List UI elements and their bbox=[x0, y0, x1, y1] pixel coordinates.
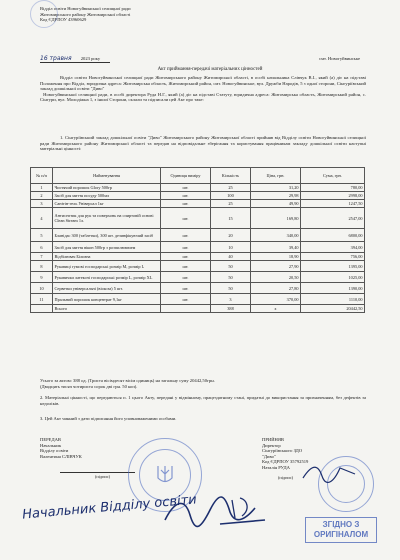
row-qty: 3 bbox=[211, 294, 251, 305]
row-qty: 50 bbox=[211, 283, 251, 294]
row-sum: 1110,00 bbox=[301, 294, 365, 305]
row-price: 49,90 bbox=[251, 200, 301, 208]
row-number: 1 bbox=[31, 184, 53, 192]
date-underline bbox=[40, 62, 110, 63]
row-sum: 394,00 bbox=[301, 242, 365, 253]
row-price: 31,20 bbox=[251, 184, 301, 192]
table-header-row bbox=[31, 168, 365, 184]
summary-line-2: (Двадцять тисяч чотириста сорок дві грн. 50 коп). bbox=[40, 384, 138, 389]
row-unit: шт. bbox=[161, 200, 211, 208]
row-unit: шт. bbox=[161, 184, 211, 192]
intro-paragraph: Відділ освіти Новогуйвинської селищної ради Житомирського району Житомирської області, в особі начальника Слівчук В.І., який (а) діє на підставі Положення про Відділ, юридична адреса: Житомирська область, Житомирський район, смт. Новогуйвинське, вул. Дружби Народів, 5 з одної сторони, Сінгуріївський заклад дошкільної освіти "Диво" Новогуйвинської селищної ради, в особі директора Руда Н.Г., який (а) діє на підставі Статуту, юридична адреса: Житомирська область, Житомирський район, с. Сінгури, вул. Молодіжна 1, з іншої Сторони, склали та підписали цей Акт про таке: bbox=[40, 75, 366, 103]
row-price: 27,90 bbox=[251, 261, 301, 272]
row-number: 9 bbox=[31, 272, 53, 283]
row-price: 27,80 bbox=[251, 283, 301, 294]
row-name: Рукавички латексні господарські розмір L, розмір XL bbox=[53, 272, 161, 283]
row-qty: 15 bbox=[211, 208, 251, 229]
row-unit: шт. bbox=[161, 192, 211, 200]
total-x: х bbox=[251, 305, 301, 313]
items-table bbox=[30, 167, 365, 313]
row-number: 10 bbox=[31, 283, 53, 294]
row-name: Чистячий порошок Glory 500гр bbox=[53, 184, 161, 192]
table-total-row bbox=[31, 305, 365, 313]
row-price: 20,50 bbox=[251, 272, 301, 283]
row-number: 11 bbox=[31, 294, 53, 305]
right-sign-role-1: Директор bbox=[262, 442, 281, 448]
table-row bbox=[31, 200, 365, 208]
total-empty-cell bbox=[31, 305, 53, 313]
row-unit: шт. bbox=[161, 261, 211, 272]
right-sign-role-3: "Диво" bbox=[262, 453, 276, 459]
table-row bbox=[31, 192, 365, 200]
summary-line-1: Усього за актом: 388 од. (Триста вісімдесят вісім одиниць) на загальну суму 20442,50грн. bbox=[40, 378, 215, 383]
document-title: Акт приймання-передачі матеріальних цінностей bbox=[157, 67, 263, 72]
clause-2: 2. Матеріальні цінності, що передаються п. 1 цього Акту, передані у відмінному, працездатному стані, придатні до використання за призначенням, без дефектів за недоліків. bbox=[40, 395, 366, 406]
handwritten-date: 16 травня bbox=[40, 55, 72, 62]
left-sign-role-2: Відділу освіти bbox=[40, 448, 69, 454]
row-sum: 2998,00 bbox=[301, 192, 365, 200]
left-sign-line bbox=[60, 472, 135, 473]
table-row bbox=[31, 283, 365, 294]
row-sum: 756,00 bbox=[301, 253, 365, 261]
table-row bbox=[31, 294, 365, 305]
row-name: Санітін-гель Універсал 1кг bbox=[53, 200, 161, 208]
row-number: 6 bbox=[31, 242, 53, 253]
row-unit: шт. bbox=[161, 283, 211, 294]
org-header-line: Код ЄДРПОУ 43960629 bbox=[40, 17, 87, 23]
row-name: Рукавиці гумові господарські розмір M, розмір L bbox=[53, 261, 161, 272]
row-qty: 25 bbox=[211, 184, 251, 192]
col-header-name: Найменування bbox=[53, 168, 161, 184]
row-name: Антисептик для рук та поверхонь на спиртовій основі Clean Stream 1л. bbox=[53, 208, 161, 229]
total-qty: 388 bbox=[211, 305, 251, 313]
right-sign-label: ПРИЙНЯВ bbox=[262, 437, 284, 442]
row-number: 5 bbox=[31, 229, 53, 242]
col-header-unit: Одиниця виміру bbox=[161, 168, 211, 184]
table-row bbox=[31, 242, 365, 253]
row-name: Серветки універсальні (віскоза) 5 шт. bbox=[53, 283, 161, 294]
handwritten-note: Начальник Відділу освіти bbox=[21, 492, 198, 523]
row-price: 169,80 bbox=[251, 208, 301, 229]
row-unit: шт. bbox=[161, 229, 211, 242]
row-sum: 1395,00 bbox=[301, 261, 365, 272]
copy-stamp-line-1: ЗГІДНО З bbox=[322, 520, 360, 529]
copy-stamp bbox=[305, 517, 377, 543]
row-number: 7 bbox=[31, 253, 53, 261]
row-unit: шт. bbox=[161, 242, 211, 253]
total-sum: 20442,50 bbox=[301, 305, 365, 313]
row-name: Засіб для миття вікон 500гр з розпилювачем bbox=[53, 242, 161, 253]
left-sign-sub: (підпис) bbox=[95, 474, 111, 479]
table-row bbox=[31, 208, 365, 229]
row-sum: 1025,00 bbox=[301, 272, 365, 283]
row-unit: шт. bbox=[161, 208, 211, 229]
row-name: Пральний порошок концентрат 9,1кг bbox=[53, 294, 161, 305]
row-qty: 100 bbox=[211, 192, 251, 200]
table-row bbox=[31, 184, 365, 192]
col-header-number: № п/п bbox=[31, 168, 53, 184]
right-sign-role-2: Сінгуріївського ЗДО bbox=[262, 448, 303, 454]
row-qty: 25 bbox=[211, 200, 251, 208]
left-sign-label: ПЕРЕДАВ bbox=[40, 437, 61, 442]
left-sign-role-1: Начальник bbox=[40, 442, 62, 448]
col-header-qty: Кількість bbox=[211, 168, 251, 184]
handwritten-signature bbox=[160, 490, 270, 535]
row-number: 4 bbox=[31, 208, 53, 229]
year-text: 2023 року bbox=[80, 56, 101, 61]
city-text: смт. Новогуйвинське bbox=[319, 56, 360, 61]
row-sum: 6800,00 bbox=[301, 229, 365, 242]
row-qty: 40 bbox=[211, 253, 251, 261]
right-sign-code: Код ЄДРПОУ 35792519 bbox=[262, 459, 309, 465]
row-qty: 10 bbox=[211, 242, 251, 253]
row-unit: шт. bbox=[161, 294, 211, 305]
date-line bbox=[40, 56, 360, 62]
clause-1: 1. Сінгуріївський заклад дошкільної освіти "Диво" Житомирського району Житомирської області прийняв від Відділу освіти Новогуйвинської селищної ради Житомирського району Житомирської області та передав на відповідальне зберігання та користування працівникам закладу дошкільної освіти наступні матеріальні цінності: bbox=[40, 135, 366, 152]
row-name: Відбілювач Білизна bbox=[53, 253, 161, 261]
row-qty: 50 bbox=[211, 272, 251, 283]
header-stamp bbox=[30, 0, 58, 28]
row-price: 340,00 bbox=[251, 229, 301, 242]
row-sum: 1390,00 bbox=[301, 283, 365, 294]
row-price: 370,00 bbox=[251, 294, 301, 305]
copy-stamp-line-2: ОРИГІНАЛОМ bbox=[313, 530, 369, 539]
row-unit: шт. bbox=[161, 253, 211, 261]
row-name: Бланідас 300 (таблетки), 300 шт. дезинфікуючий засіб bbox=[53, 229, 161, 242]
clause-3: 3. Цей Акт чинний з дати підписання його уповноваженими особами. bbox=[40, 416, 177, 421]
right-sign-sub: (підпис) bbox=[278, 475, 294, 480]
org-header bbox=[40, 6, 180, 23]
row-price: 39,40 bbox=[251, 242, 301, 253]
table-row bbox=[31, 253, 365, 261]
col-header-sum: Сума, грн. bbox=[301, 168, 365, 184]
table-row bbox=[31, 229, 365, 242]
row-price: 18,90 bbox=[251, 253, 301, 261]
left-sign-name: Валентина СЛІВЧУК bbox=[40, 453, 82, 459]
right-sign-name: Наталія РУДА bbox=[262, 464, 290, 470]
row-number: 2 bbox=[31, 192, 53, 200]
row-number: 3 bbox=[31, 200, 53, 208]
org-header-line: Житомирського району Житомирської області bbox=[40, 11, 131, 17]
row-sum: 780,00 bbox=[301, 184, 365, 192]
row-sum: 2547,00 bbox=[301, 208, 365, 229]
row-sum: 1247,50 bbox=[301, 200, 365, 208]
trident-icon bbox=[155, 463, 175, 487]
total-label: Всього bbox=[53, 305, 161, 313]
row-name: Засіб для миття посуду 500мл bbox=[53, 192, 161, 200]
org-header-line: Відділ освіти Новогуйвинської селищної ради bbox=[40, 6, 131, 11]
row-qty: 50 bbox=[211, 261, 251, 272]
col-header-price: Ціна, грн. bbox=[251, 168, 301, 184]
table-row bbox=[31, 261, 365, 272]
row-qty: 20 bbox=[211, 229, 251, 242]
row-unit: шт. bbox=[161, 272, 211, 283]
table-row bbox=[31, 272, 365, 283]
total-empty-cell bbox=[161, 305, 211, 313]
right-signature bbox=[300, 460, 360, 485]
row-number: 8 bbox=[31, 261, 53, 272]
row-price: 29,98 bbox=[251, 192, 301, 200]
